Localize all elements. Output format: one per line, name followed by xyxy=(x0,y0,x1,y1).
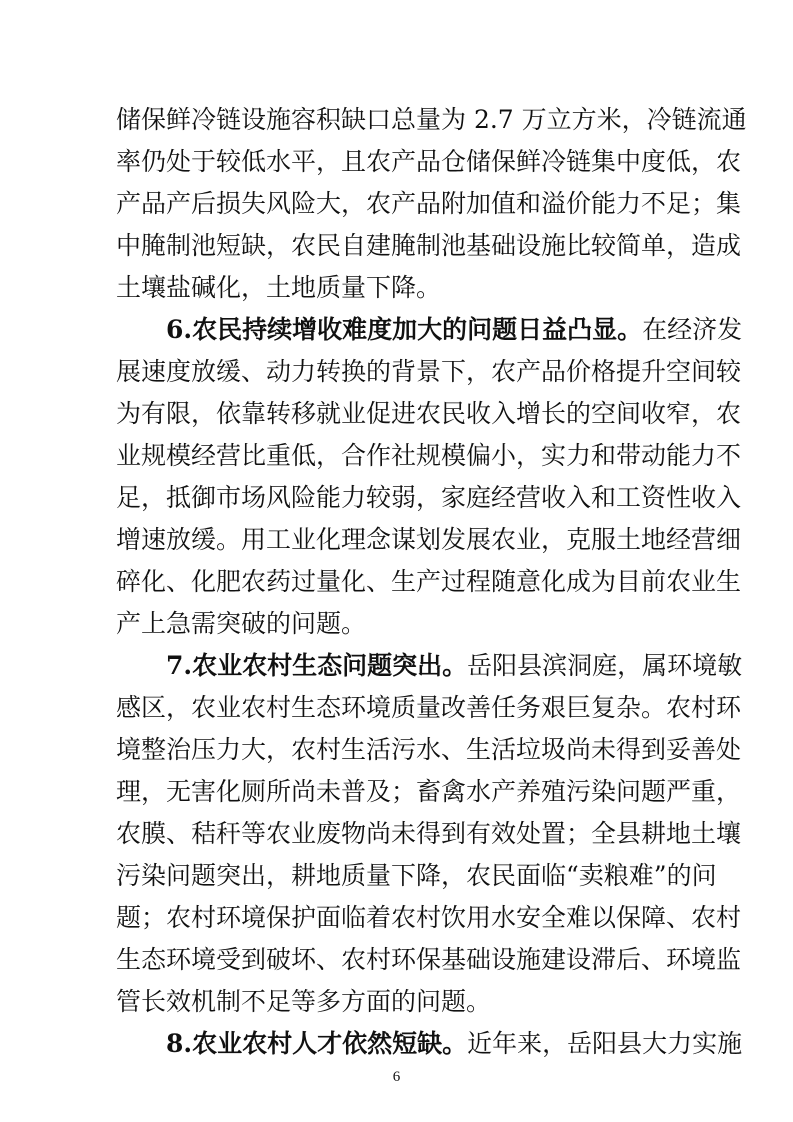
paragraph-line xyxy=(116,524,742,556)
line-text: 储保鲜冷链设施容积缺口总量为 2.7 万立方米，冷链流通 xyxy=(116,105,747,134)
paragraph-line xyxy=(116,104,747,136)
line-text: 率仍处于较低水平，且农产品仓储保鲜冷链集中度低，农 xyxy=(116,147,742,176)
line-text: 为有限，依靠转移就业促进农民收入增长的空间收窄，农 xyxy=(116,399,742,428)
section-heading-line xyxy=(166,1028,743,1060)
section-heading-line xyxy=(166,314,743,346)
paragraph-line xyxy=(116,986,676,1018)
paragraph-line xyxy=(116,818,742,850)
line-text: 生态环境受到破坏、农村环保基础设施建设滞后、环境监 xyxy=(116,945,742,974)
paragraph-line xyxy=(116,608,676,640)
line-text: 展速度放缓、动力转换的背景下，农产品价格提升空间较 xyxy=(116,357,742,386)
paragraph-line xyxy=(116,440,742,472)
paragraph-line xyxy=(116,356,742,388)
paragraph-line xyxy=(116,188,742,220)
line-text: 在经济发 xyxy=(642,315,743,344)
line-text: 产品产后损失风险大，农产品附加值和溢价能力不足；集 xyxy=(116,189,742,218)
paragraph-line xyxy=(116,272,676,304)
line-text: 碎化、化肥农药过量化、生产过程随意化成为目前农业生 xyxy=(116,567,742,596)
line-text: 题；农村环境保护面临着农村饮用水安全难以保障、农村 xyxy=(116,903,742,932)
paragraph-line xyxy=(116,482,742,514)
line-text: 增速放缓。用工业化理念谋划发展农业，克服土地经营细 xyxy=(116,525,742,554)
paragraph-line xyxy=(116,692,742,724)
paragraph-line xyxy=(116,398,742,430)
section-heading: 7.农业农村生态问题突出。 xyxy=(166,651,468,680)
line-text: 近年来，岳阳县大力实施 xyxy=(467,1029,743,1058)
paragraph-line xyxy=(116,566,742,598)
section-heading: 8.农业农村人才依然短缺。 xyxy=(166,1029,468,1058)
line-text: 产上急需突破的问题。 xyxy=(116,609,367,638)
paragraph-line xyxy=(116,902,742,934)
page-number: 6 xyxy=(392,1069,401,1085)
line-text: 土壤盐碱化，土地质量下降。 xyxy=(116,273,442,302)
line-text: 管长效机制不足等多方面的问题。 xyxy=(116,987,492,1016)
line-text: 污染问题突出，耕地质量下降，农民面临“卖粮难”的问 xyxy=(116,861,717,890)
paragraph-line xyxy=(116,734,742,766)
paragraph-line xyxy=(116,230,742,262)
paragraph-line xyxy=(116,944,742,976)
section-heading-line xyxy=(166,650,743,682)
paragraph-line xyxy=(116,860,717,892)
line-text: 业规模经营比重低，合作社规模偏小，实力和带动能力不 xyxy=(116,441,742,470)
line-text: 境整治压力大，农村生活污水、生活垃圾尚未得到妥善处 xyxy=(116,735,742,764)
line-text: 感区，农业农村生态环境质量改善任务艰巨复杂。农村环 xyxy=(116,693,742,722)
section-heading: 6.农民持续增收难度加大的问题日益凸显。 xyxy=(166,315,643,344)
line-text: 岳阳县滨洞庭，属环境敏 xyxy=(467,651,743,680)
line-text: 理，无害化厕所尚未普及；畜禽水产养殖污染问题严重， xyxy=(116,777,742,806)
line-text: 中腌制池短缺，农民自建腌制池基础设施比较简单，造成 xyxy=(116,231,742,260)
line-text: 足，抵御市场风险能力较弱，家庭经营收入和工资性收入 xyxy=(116,483,742,512)
line-text: 农膜、秸秆等农业废物尚未得到有效处置；全县耕地土壤 xyxy=(116,819,742,848)
paragraph-line xyxy=(116,776,742,808)
paragraph-line xyxy=(116,146,742,178)
